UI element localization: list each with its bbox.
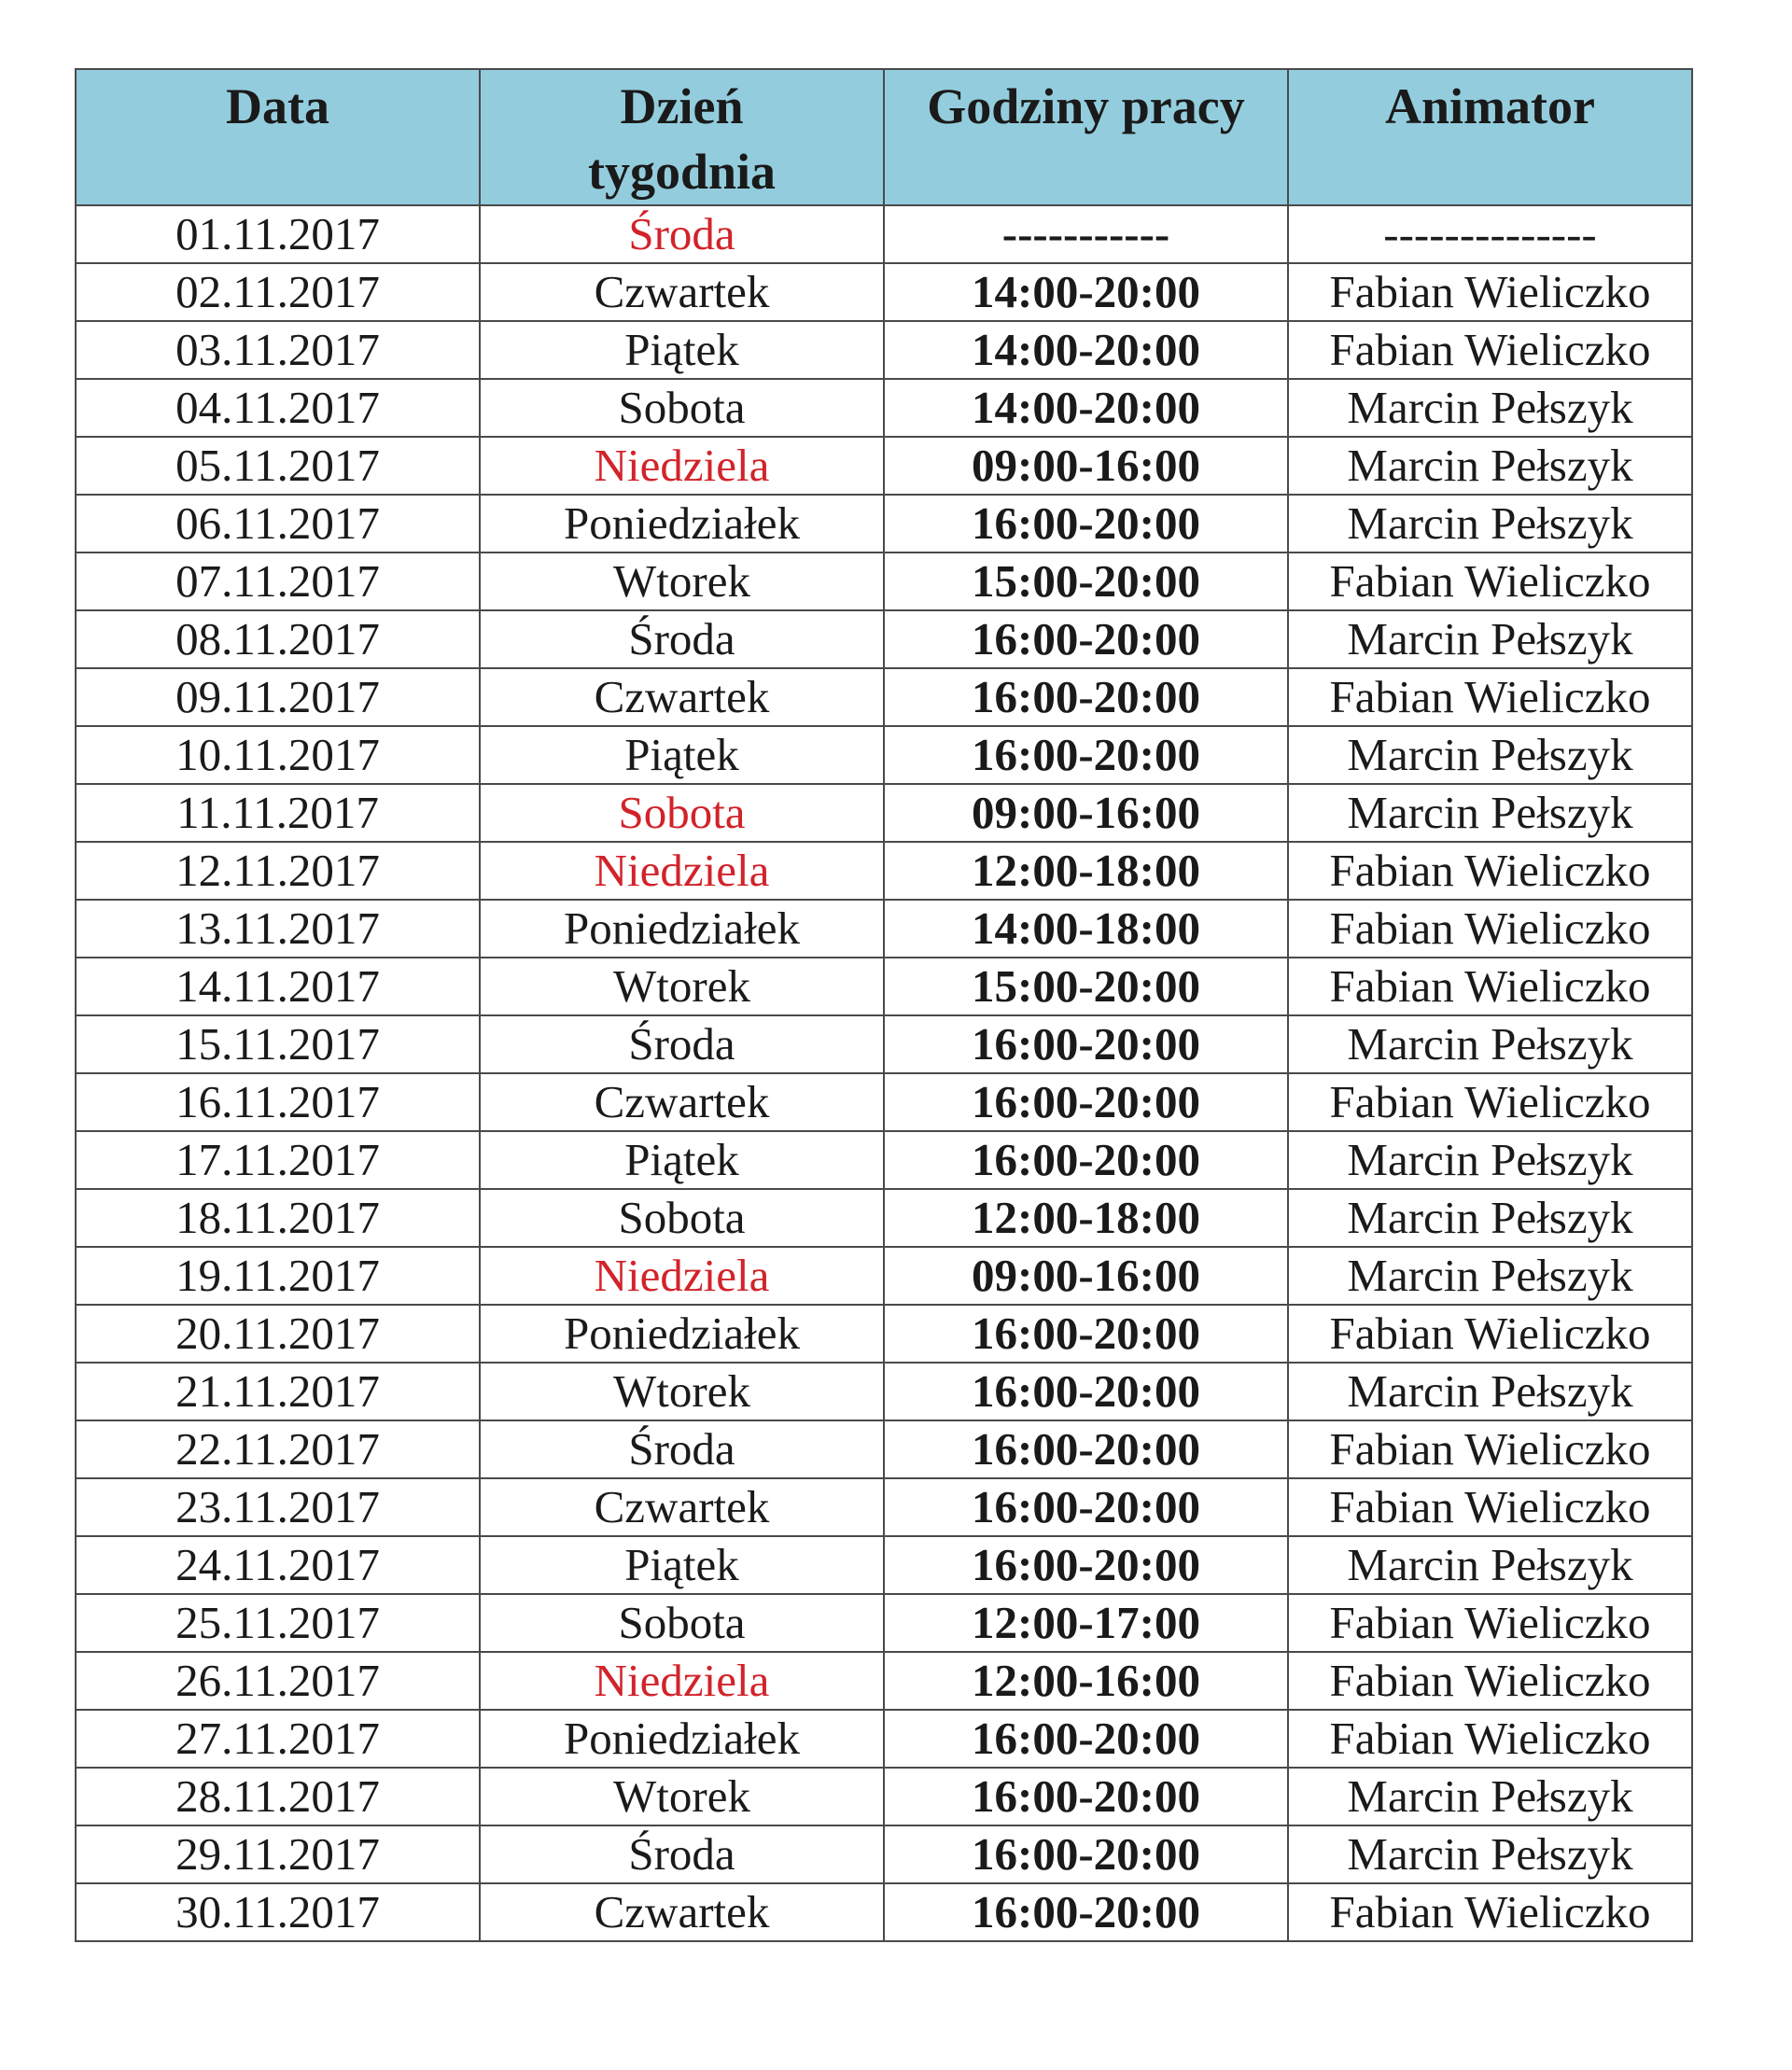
cell-day: Wtorek: [480, 1768, 884, 1825]
cell-day: Niedziela: [480, 1247, 884, 1305]
cell-animator: Marcin Pełszyk: [1288, 437, 1692, 495]
cell-day: Środa: [480, 1825, 884, 1883]
table-row: [76, 1073, 1692, 1131]
table-row: [76, 552, 1692, 610]
cell-date: 03.11.2017: [76, 321, 480, 379]
cell-animator: Marcin Pełszyk: [1288, 610, 1692, 668]
cell-hours: 16:00-20:00: [884, 1131, 1288, 1189]
cell-animator: Fabian Wieliczko: [1288, 1420, 1692, 1478]
table-row: [76, 437, 1692, 495]
cell-day: Wtorek: [480, 552, 884, 610]
cell-animator: Fabian Wieliczko: [1288, 1652, 1692, 1710]
cell-animator: Marcin Pełszyk: [1288, 1131, 1692, 1189]
cell-hours: 16:00-20:00: [884, 1536, 1288, 1594]
table-row: [76, 321, 1692, 379]
header-day: [480, 69, 884, 205]
cell-hours: 16:00-20:00: [884, 1363, 1288, 1420]
cell-date: 13.11.2017: [76, 900, 480, 958]
cell-date: 19.11.2017: [76, 1247, 480, 1305]
cell-animator: Fabian Wieliczko: [1288, 842, 1692, 900]
table-row: [76, 1305, 1692, 1363]
table-row: [76, 1247, 1692, 1305]
header-date: [76, 69, 480, 205]
table-row: [76, 1363, 1692, 1420]
cell-hours: 16:00-20:00: [884, 1883, 1288, 1941]
header-day-line1: Dzień: [620, 78, 744, 134]
cell-animator: Fabian Wieliczko: [1288, 1073, 1692, 1131]
cell-animator: Marcin Pełszyk: [1288, 495, 1692, 552]
table-row: [76, 726, 1692, 784]
cell-date: 07.11.2017: [76, 552, 480, 610]
cell-hours: 09:00-16:00: [884, 437, 1288, 495]
cell-animator: Marcin Pełszyk: [1288, 726, 1692, 784]
cell-animator: Fabian Wieliczko: [1288, 263, 1692, 321]
cell-animator: Marcin Pełszyk: [1288, 1825, 1692, 1883]
table-row: [76, 379, 1692, 437]
cell-date: 22.11.2017: [76, 1420, 480, 1478]
header-hours: [884, 69, 1288, 205]
cell-animator: Marcin Pełszyk: [1288, 1363, 1692, 1420]
cell-day: Niedziela: [480, 437, 884, 495]
cell-animator: Marcin Pełszyk: [1288, 1536, 1692, 1594]
cell-date: 26.11.2017: [76, 1652, 480, 1710]
table-row: [76, 1652, 1692, 1710]
table-row: [76, 1710, 1692, 1768]
cell-hours: 16:00-20:00: [884, 1305, 1288, 1363]
cell-day: Poniedziałek: [480, 1710, 884, 1768]
cell-day: Niedziela: [480, 1652, 884, 1710]
schedule-table: [75, 68, 1693, 1942]
cell-animator: Marcin Pełszyk: [1288, 1768, 1692, 1825]
cell-date: 28.11.2017: [76, 1768, 480, 1825]
cell-animator: Fabian Wieliczko: [1288, 958, 1692, 1015]
cell-date: 01.11.2017: [76, 205, 480, 263]
cell-hours: 14:00-18:00: [884, 900, 1288, 958]
cell-animator: Fabian Wieliczko: [1288, 1883, 1692, 1941]
cell-animator: Marcin Pełszyk: [1288, 1247, 1692, 1305]
cell-date: 25.11.2017: [76, 1594, 480, 1652]
table-row: [76, 1536, 1692, 1594]
table-row: [76, 1594, 1692, 1652]
table-row: [76, 263, 1692, 321]
cell-day: Środa: [480, 610, 884, 668]
cell-day: Sobota: [480, 784, 884, 842]
cell-day: Wtorek: [480, 958, 884, 1015]
cell-day: Poniedziałek: [480, 495, 884, 552]
header-day-line2: tygodnia: [587, 144, 777, 200]
cell-hours: 16:00-20:00: [884, 1825, 1288, 1883]
table-row: [76, 668, 1692, 726]
cell-date: 09.11.2017: [76, 668, 480, 726]
cell-hours: 16:00-20:00: [884, 495, 1288, 552]
cell-date: 05.11.2017: [76, 437, 480, 495]
cell-animator: Fabian Wieliczko: [1288, 900, 1692, 958]
cell-day: Środa: [480, 205, 884, 263]
cell-date: 06.11.2017: [76, 495, 480, 552]
cell-day: Sobota: [480, 1189, 884, 1247]
cell-animator: Fabian Wieliczko: [1288, 552, 1692, 610]
cell-animator: Fabian Wieliczko: [1288, 1710, 1692, 1768]
cell-hours: 16:00-20:00: [884, 610, 1288, 668]
cell-hours: 14:00-20:00: [884, 321, 1288, 379]
cell-hours: 16:00-20:00: [884, 1015, 1288, 1073]
cell-day: Czwartek: [480, 1478, 884, 1536]
cell-animator: Fabian Wieliczko: [1288, 1594, 1692, 1652]
cell-date: 08.11.2017: [76, 610, 480, 668]
header-hours-label: Godziny pracy: [927, 78, 1245, 134]
cell-day: Czwartek: [480, 1073, 884, 1131]
cell-date: 17.11.2017: [76, 1131, 480, 1189]
cell-animator: Fabian Wieliczko: [1288, 668, 1692, 726]
cell-day: Piątek: [480, 1536, 884, 1594]
cell-animator: Fabian Wieliczko: [1288, 321, 1692, 379]
cell-hours: 09:00-16:00: [884, 1247, 1288, 1305]
table-row: [76, 842, 1692, 900]
cell-hours: 12:00-17:00: [884, 1594, 1288, 1652]
cell-date: 11.11.2017: [76, 784, 480, 842]
cell-hours: 16:00-20:00: [884, 1710, 1288, 1768]
cell-hours: 16:00-20:00: [884, 1768, 1288, 1825]
header-animator-label: Animator: [1385, 78, 1595, 134]
cell-hours: 12:00-16:00: [884, 1652, 1288, 1710]
cell-hours: 14:00-20:00: [884, 263, 1288, 321]
cell-hours: 16:00-20:00: [884, 726, 1288, 784]
cell-animator: Fabian Wieliczko: [1288, 1305, 1692, 1363]
cell-animator: Fabian Wieliczko: [1288, 1478, 1692, 1536]
cell-date: 10.11.2017: [76, 726, 480, 784]
cell-day: Poniedziałek: [480, 1305, 884, 1363]
cell-animator: Marcin Pełszyk: [1288, 1015, 1692, 1073]
cell-date: 21.11.2017: [76, 1363, 480, 1420]
cell-day: Środa: [480, 1015, 884, 1073]
cell-animator: Marcin Pełszyk: [1288, 379, 1692, 437]
cell-date: 02.11.2017: [76, 263, 480, 321]
table-row: [76, 900, 1692, 958]
cell-day: Czwartek: [480, 263, 884, 321]
table-row: [76, 1478, 1692, 1536]
cell-date: 12.11.2017: [76, 842, 480, 900]
table-row: [76, 1883, 1692, 1941]
cell-date: 30.11.2017: [76, 1883, 480, 1941]
cell-day: Poniedziałek: [480, 900, 884, 958]
table-row: [76, 1189, 1692, 1247]
cell-day: Niedziela: [480, 842, 884, 900]
cell-day: Czwartek: [480, 668, 884, 726]
cell-date: 04.11.2017: [76, 379, 480, 437]
cell-date: 24.11.2017: [76, 1536, 480, 1594]
header-row: [76, 69, 1692, 205]
cell-date: 16.11.2017: [76, 1073, 480, 1131]
cell-date: 29.11.2017: [76, 1825, 480, 1883]
cell-date: 18.11.2017: [76, 1189, 480, 1247]
cell-hours: -----------: [884, 205, 1288, 263]
cell-hours: 15:00-20:00: [884, 958, 1288, 1015]
cell-day: Sobota: [480, 379, 884, 437]
table-header: [76, 69, 1692, 205]
cell-hours: 16:00-20:00: [884, 1420, 1288, 1478]
cell-animator: --------------: [1288, 205, 1692, 263]
table-row: [76, 1015, 1692, 1073]
table-row: [76, 784, 1692, 842]
table-row: [76, 958, 1692, 1015]
table-row: [76, 610, 1692, 668]
table-row: [76, 205, 1692, 263]
cell-date: 15.11.2017: [76, 1015, 480, 1073]
cell-date: 27.11.2017: [76, 1710, 480, 1768]
header-date-label: Data: [226, 78, 329, 134]
table-body: [76, 205, 1692, 1941]
table-row: [76, 495, 1692, 552]
table-row: [76, 1768, 1692, 1825]
cell-hours: 12:00-18:00: [884, 842, 1288, 900]
cell-day: Środa: [480, 1420, 884, 1478]
cell-day: Piątek: [480, 321, 884, 379]
header-animator: [1288, 69, 1692, 205]
cell-hours: 16:00-20:00: [884, 1073, 1288, 1131]
cell-date: 23.11.2017: [76, 1478, 480, 1536]
cell-day: Czwartek: [480, 1883, 884, 1941]
table-row: [76, 1420, 1692, 1478]
cell-hours: 16:00-20:00: [884, 668, 1288, 726]
cell-hours: 14:00-20:00: [884, 379, 1288, 437]
cell-day: Piątek: [480, 726, 884, 784]
cell-hours: 12:00-18:00: [884, 1189, 1288, 1247]
cell-hours: 09:00-16:00: [884, 784, 1288, 842]
cell-animator: Marcin Pełszyk: [1288, 1189, 1692, 1247]
cell-day: Sobota: [480, 1594, 884, 1652]
cell-day: Piątek: [480, 1131, 884, 1189]
cell-animator: Marcin Pełszyk: [1288, 784, 1692, 842]
cell-day: Wtorek: [480, 1363, 884, 1420]
table-row: [76, 1131, 1692, 1189]
cell-hours: 16:00-20:00: [884, 1478, 1288, 1536]
cell-date: 14.11.2017: [76, 958, 480, 1015]
cell-date: 20.11.2017: [76, 1305, 480, 1363]
table-row: [76, 1825, 1692, 1883]
cell-hours: 15:00-20:00: [884, 552, 1288, 610]
